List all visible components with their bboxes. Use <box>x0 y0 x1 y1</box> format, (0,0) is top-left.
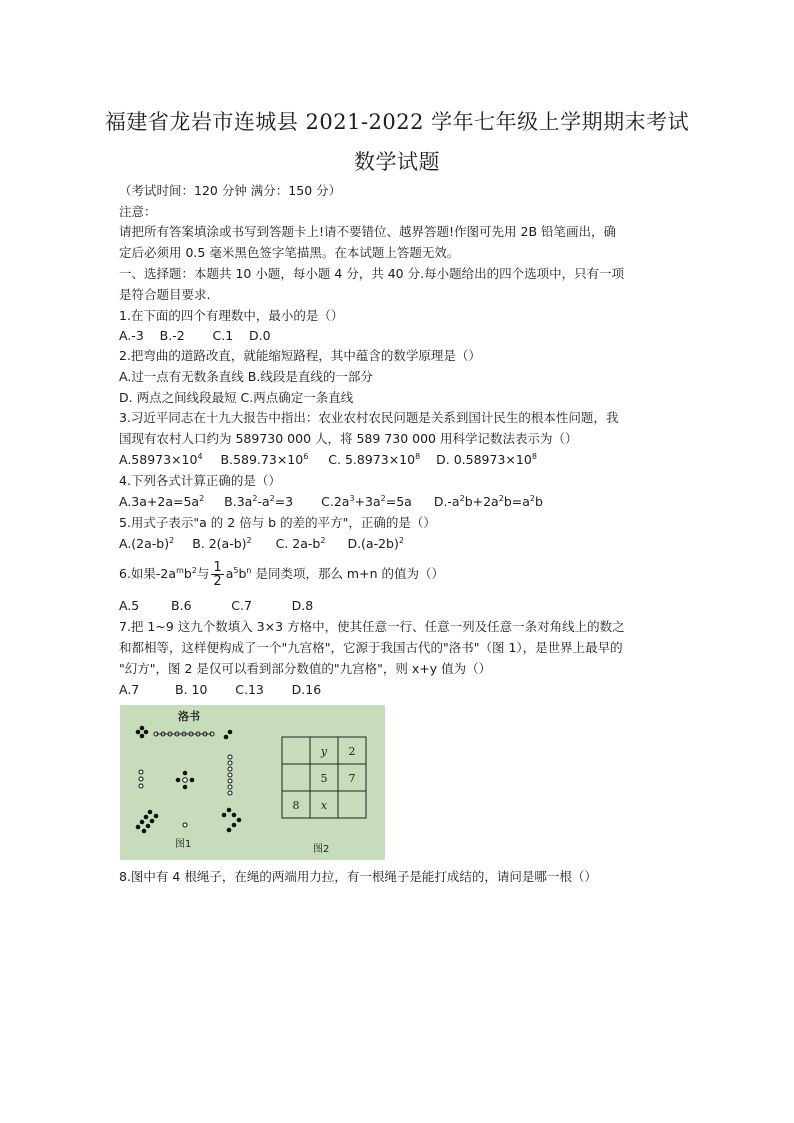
q6-options: A.5 B.6 C.7 D.8 <box>119 598 314 613</box>
notice-line-2: 定后必须用 0.5 毫米黑色签字笔描黑。在本试题上答题无效。 <box>119 245 460 260</box>
page-title: 福建省龙岩市连城县 2021-2022 学年七年级上学期期末考试 <box>104 110 690 134</box>
luoshu-bottom-right-dots <box>222 808 242 833</box>
q5-options <box>119 536 404 552</box>
section-heading-line-1: 一、选择题：本题共 10 小题，每小题 4 分，共 40 分.每小题给出的四个选项中，只有一项 <box>119 266 625 281</box>
q3-stem-1: 3.习近平同志在十九大报告中指出：农业农村农民问题是关系到国计民生的根本性问题，我 <box>119 410 619 425</box>
q8-stem: 8.图中有 4 根绳子，在绳的两端用力拉，有一根绳子是能打成结的，请问是哪一根（） <box>119 869 597 884</box>
luoshu-left-dots <box>139 770 143 788</box>
grid-cell-3: 2 <box>348 745 356 758</box>
section-heading-line-2: 是符合题目要求. <box>119 287 211 302</box>
q3-option-b: $B.589.73\times 10^6$ <box>220 452 309 467</box>
q3-option-c: C. $5.8973\times 10^8$ <box>328 452 421 467</box>
q5-option-d: $D.(a-2b)^2$ <box>347 536 404 551</box>
fig1-title: 洛书 <box>178 710 200 723</box>
q7-stem-1: 7.把 1~9 这九个数填入 3×3 方格中，使其任意一行、任意一列及任意一条对角线上的数之 <box>119 619 625 634</box>
grid-cell-5: 5 <box>320 772 328 785</box>
q4-option-b: $B.3a^2-a^2=3$ <box>224 494 294 509</box>
q4-options <box>119 494 543 510</box>
luoshu-right-dots <box>228 755 232 795</box>
exam-meta: （考试时间：120 分钟 满分：150 分） <box>119 183 342 198</box>
q2-stem: 2.把弯曲的道路改直，就能缩短路程，其中蕴含的数学原理是（） <box>119 348 481 363</box>
q5-option-a: $A.(2a-b)^2$ <box>119 536 175 551</box>
page-subtitle: 数学试题 <box>354 150 440 174</box>
q3-options <box>119 452 537 468</box>
luoshu-diagram <box>136 709 242 850</box>
notice-label: 注意： <box>119 204 157 219</box>
luoshu-figure <box>120 705 385 860</box>
q3-stem-2: 国现有农村人口约为 589730 000 人，将 589 730 000 用科学记数法表示为（） <box>119 431 578 446</box>
q4-stem: 4.下列各式计算正确的是（） <box>119 473 281 488</box>
grid-cell-7: 8 <box>292 799 300 812</box>
grid-cell-8: x <box>320 799 328 812</box>
figure-svg <box>120 705 385 860</box>
q1-stem: 1.在下面的四个有理数中，最小的是（） <box>119 308 344 323</box>
fig1-caption: 图1 <box>175 839 192 850</box>
luoshu-top-left-dots <box>136 726 149 739</box>
q4-option-c: $C.2a^3+3a^2=5a$ <box>321 494 412 509</box>
q2-options-1: A.过一点有无数条直线 B.线段是直线的一部分 <box>119 369 373 384</box>
q5-stem: 5.用式子表示"a 的 2 倍与 b 的差的平方"，正确的是（） <box>119 515 436 530</box>
grid-cell-2: y <box>320 745 328 758</box>
fig2-caption: 图2 <box>313 844 330 855</box>
q3-option-d: D. $0.58973\times 10^8$ <box>436 452 537 467</box>
nine-grid-values <box>293 745 356 812</box>
q7-stem-3: "幻方"，图 2 是仅可以看到部分数值的"九宫格"，则 x+y 值为（） <box>119 661 492 676</box>
q3-option-a: $A.58973\times 10^4$ <box>119 452 203 467</box>
q4-option-d: $D.-a^2b+2a^2b=a^2b$ <box>433 494 543 509</box>
q4-option-a: $A.3a+2a=5a^2$ <box>119 494 205 509</box>
q5-option-c: C. $2a-b^2$ <box>275 536 326 551</box>
q7-stem-2: 和都相等，这样便构成了一个"九宫格"，它源于我国古代的"洛书"（图 1），是世界上最早的 <box>119 640 623 655</box>
q1-options: A.-3 B.-2 C.1 D.0 <box>119 328 271 343</box>
q6-stem: 6.如果$-2a^mb^2$与 $\frac{1}{2}$ $a^5b^n$ 是同类项，那么 m+n 的值为（） <box>119 560 444 589</box>
luoshu-bottom-left-dots <box>136 810 159 834</box>
q5-option-b: B. $2(a-b)^2$ <box>192 536 252 551</box>
fraction-one-half: $\frac{1}{2}$ <box>213 560 222 589</box>
q7-options: A.7 B. 10 C.13 D.16 <box>119 682 322 697</box>
luoshu-bottom-dot <box>183 823 187 827</box>
grid-cell-6: 7 <box>348 772 356 785</box>
luoshu-top-right-dots <box>224 730 233 740</box>
notice-line-1: 请把所有答案填涂或书写到答题卡上!请不要错位、越界答题!作图可先用 2B 铅笔画出，确 <box>119 224 616 239</box>
luoshu-center-dots <box>176 771 195 790</box>
q2-options-2: D. 两点之间线段最短 C.两点确定一条直线 <box>119 390 354 405</box>
